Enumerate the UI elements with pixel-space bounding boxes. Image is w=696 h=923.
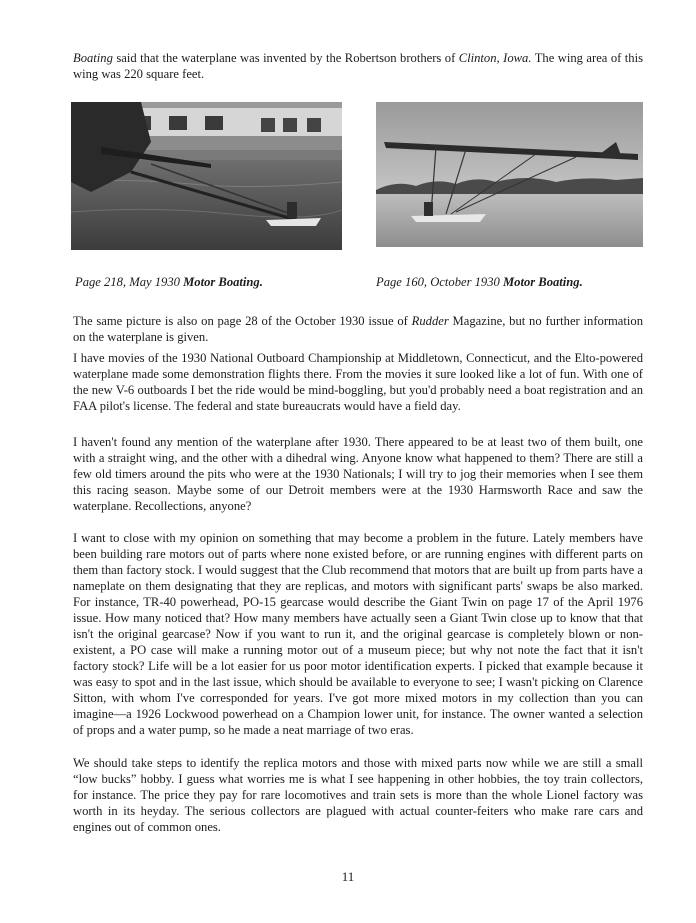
intro-emphasis-clinton: Clinton, Iowa. bbox=[458, 51, 532, 65]
intro-paragraph bbox=[73, 50, 643, 82]
paragraph-after-1930: I haven't found any mention of the waterplane after 1930. There appeared to be at least two of them built, one with a straight wing, and the other with a dihedral wing. Anyone know what happened to them? There are still a few old timers around the pits who were at the 1930 Nationals; I will try to jog their memories when I see them this racing season. Maybe some of our Detroit members were at the 1930 Harmsworth Race and saw the waterplane. Recollections, anyone? bbox=[73, 435, 643, 513]
rudder-text-2: Magazine, but no further information on the waterplane is given. bbox=[73, 314, 643, 344]
intro-text-2: The wing area of this wing was 220 square feet. bbox=[73, 51, 643, 81]
intro-text-1: said that the waterplane was invented by the Robertson brothers of bbox=[112, 51, 459, 65]
waterplane-photo-may-1930 bbox=[71, 102, 342, 250]
waterplane-photo-1-image bbox=[71, 102, 342, 250]
rudder-magazine-name: Rudder bbox=[411, 314, 449, 328]
caption-1-text: Page 218, May 1930 bbox=[75, 275, 184, 289]
photo-caption-2 bbox=[376, 275, 583, 290]
paragraph-replica-opinion: I want to close with my opinion on something that may become a problem in the future. Lately members have been building rare motors out of parts where none existed before, or are running engines with different parts on them than factory stock. I would suggest that the Club recommend that motors that are built up from parts have a nameplate on them designating that they are replicas, and motors with significant parts' swaps be also marked. For instance, TR-40 powerhead, PO-15 gearcase would describe the Giant Twin on page 17 of the April 1976 issue. How many noticed that? How many members have actually seen a Giant Twin close up to know that that isn't the original gearcase? Now if you want to run it, and the original gearcase is completely blown or non-existent, a PO case will make a running motor out of a museum piece; but why not note the fact that it isn't factory stock? Life will be a lot easier for us poor motor identification experts. I picked that example because it was easy to spot and in the last issue, which should be available to everyone to see; I wasn't picking on Clarence Sitton, with whom I've corresponded for years. I've got more mixed motors in my collection than you can imagine—a 1926 Lockwood powerhead on a Champion lower unit, for instance. The owner wanted a selection of props and a water pump, so he made a neat marriage of two eras. bbox=[73, 531, 643, 737]
paragraph-identify-replicas: We should take steps to identify the replica motors and those with mixed parts now while we are still a small “low bucks” hobby. I guess what worries me is what I see happening in other hobbies, the toy train collectors, for instance. The price they pay for rare locomotives and train sets is more than the whole Lionel factory was worth in its heyday. The serious collectors are plagued with actual counter-feiters who make rare cars and engines out of common ones. bbox=[73, 756, 643, 834]
rudder-text-1: The same picture is also on page 28 of the October 1930 issue of bbox=[73, 314, 412, 328]
page-number: 11 bbox=[341, 869, 355, 884]
photo-caption-1 bbox=[75, 275, 263, 290]
paragraph-movies: I have movies of the 1930 National Outboard Championship at Middletown, Connecticut, and the Elto-powered waterplane made some demonstration flights there. From the movies it sure looked like a lot of fun. With one of the new V-6 outboards I bet the ride would be mind-boggling, but you'd probably need a boat registration and an FAA pilot's license. The federal and state bureaucrats would have a field day. bbox=[73, 351, 643, 413]
caption-1-magazine: Motor Boating. bbox=[183, 275, 263, 289]
waterplane-photo-2-image bbox=[376, 102, 643, 247]
waterplane-photo-october-1930 bbox=[376, 102, 643, 247]
paragraph-rudder bbox=[73, 313, 643, 345]
caption-2-text: Page 160, October 1930 bbox=[376, 275, 503, 289]
intro-emphasis-boating: Boating bbox=[73, 51, 113, 65]
caption-2-magazine: Motor Boating. bbox=[502, 275, 583, 289]
